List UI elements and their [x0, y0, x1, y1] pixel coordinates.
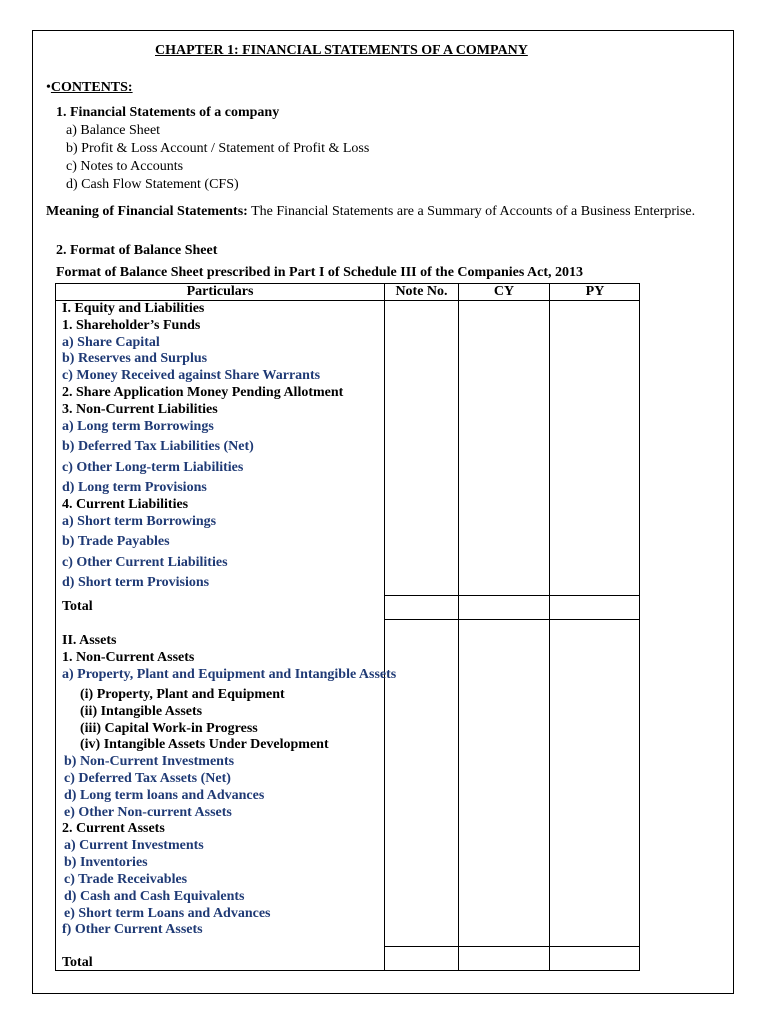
total2-top-divider: [384, 946, 639, 947]
row-label: c) Other Current Liabilities: [62, 555, 228, 570]
row-label: f) Other Current Assets: [62, 922, 203, 937]
row-label: 1. Shareholder’s Funds: [62, 318, 201, 333]
row-label: e) Short term Loans and Advances: [64, 906, 271, 921]
meaning-paragraph: [46, 203, 706, 221]
row-label: b) Inventories: [64, 855, 148, 870]
row-label: d) Long term Provisions: [62, 480, 207, 495]
header-note-no: Note No.: [395, 284, 448, 299]
contents-item: d) Cash Flow Statement (CFS): [66, 177, 239, 192]
section-1-heading: 1. Financial Statements of a company: [56, 105, 280, 120]
header-py: PY: [585, 284, 605, 299]
row-label: b) Trade Payables: [62, 534, 170, 549]
row-assets-heading: II. Assets: [62, 633, 117, 648]
header-cy: CY: [493, 284, 515, 299]
row-total-liabilities: Total: [62, 599, 93, 614]
contents-heading: [46, 80, 133, 96]
row-label: (iii) Capital Work-in Progress: [80, 721, 258, 736]
row-label: (ii) Intangible Assets: [80, 704, 203, 719]
row-label: 2. Share Application Money Pending Allotment: [62, 385, 344, 400]
meaning-label: Meaning of Financial Statements:: [46, 204, 248, 219]
meaning-text: The Financial Statements are a Summary of Accounts of a Business Enterprise.: [247, 204, 696, 219]
row-label: d) Long term loans and Advances: [64, 788, 265, 803]
row-label: d) Short term Provisions: [62, 575, 210, 590]
column-divider: [458, 284, 459, 970]
section-2-heading: 2. Format of Balance Sheet: [56, 243, 218, 258]
header-particulars: Particulars: [186, 284, 254, 299]
contents-item: c) Notes to Accounts: [66, 159, 184, 174]
row-label: c) Deferred Tax Assets (Net): [64, 771, 231, 786]
row-label: 2. Current Assets: [62, 821, 165, 836]
contents-label: CONTENTS:: [50, 80, 133, 95]
row-label: b) Deferred Tax Liabilities (Net): [62, 439, 254, 454]
contents-item: b) Profit & Loss Account / Statement of Profit & Loss: [66, 141, 370, 156]
row-label: 3. Non-Current Liabilities: [62, 402, 218, 417]
row-label: a) Long term Borrowings: [62, 419, 214, 434]
row-label: a) Share Capital: [62, 335, 160, 350]
row-label: c) Trade Receivables: [64, 872, 188, 887]
row-label: d) Cash and Cash Equivalents: [64, 889, 245, 904]
row-label: e) Other Non-current Assets: [64, 805, 232, 820]
row-total-assets: Total: [62, 955, 93, 970]
row-label: b) Reserves and Surplus: [62, 351, 208, 366]
row-label: 1. Non-Current Assets: [62, 650, 195, 665]
row-label: c) Other Long-term Liabilities: [62, 460, 244, 475]
row-label: (iv) Intangible Assets Under Development: [80, 737, 329, 752]
table-title: Format of Balance Sheet prescribed in Part I of Schedule III of the Companies Act, 2013: [56, 265, 584, 280]
row-label: a) Current Investments: [64, 838, 204, 853]
row-label: a) Property, Plant and Equipment and Intangible Assets: [62, 667, 397, 682]
column-divider: [549, 284, 550, 970]
contents-item: a) Balance Sheet: [66, 123, 161, 138]
column-divider: [384, 284, 385, 970]
balance-sheet-table: [55, 283, 640, 971]
row-label: a) Short term Borrowings: [62, 514, 217, 529]
row-equity-heading: I. Equity and Liabilities: [62, 301, 205, 316]
total-top-divider: [384, 595, 639, 596]
total-bottom-divider: [384, 619, 639, 620]
bullet-mark: •: [46, 80, 51, 95]
row-label: c) Money Received against Share Warrants: [62, 368, 321, 383]
row-label: 4. Current Liabilities: [62, 497, 189, 512]
row-label: b) Non-Current Investments: [64, 754, 235, 769]
chapter-title: CHAPTER 1: FINANCIAL STATEMENTS OF A COMPANY: [155, 43, 528, 58]
row-label: (i) Property, Plant and Equipment: [80, 687, 285, 702]
